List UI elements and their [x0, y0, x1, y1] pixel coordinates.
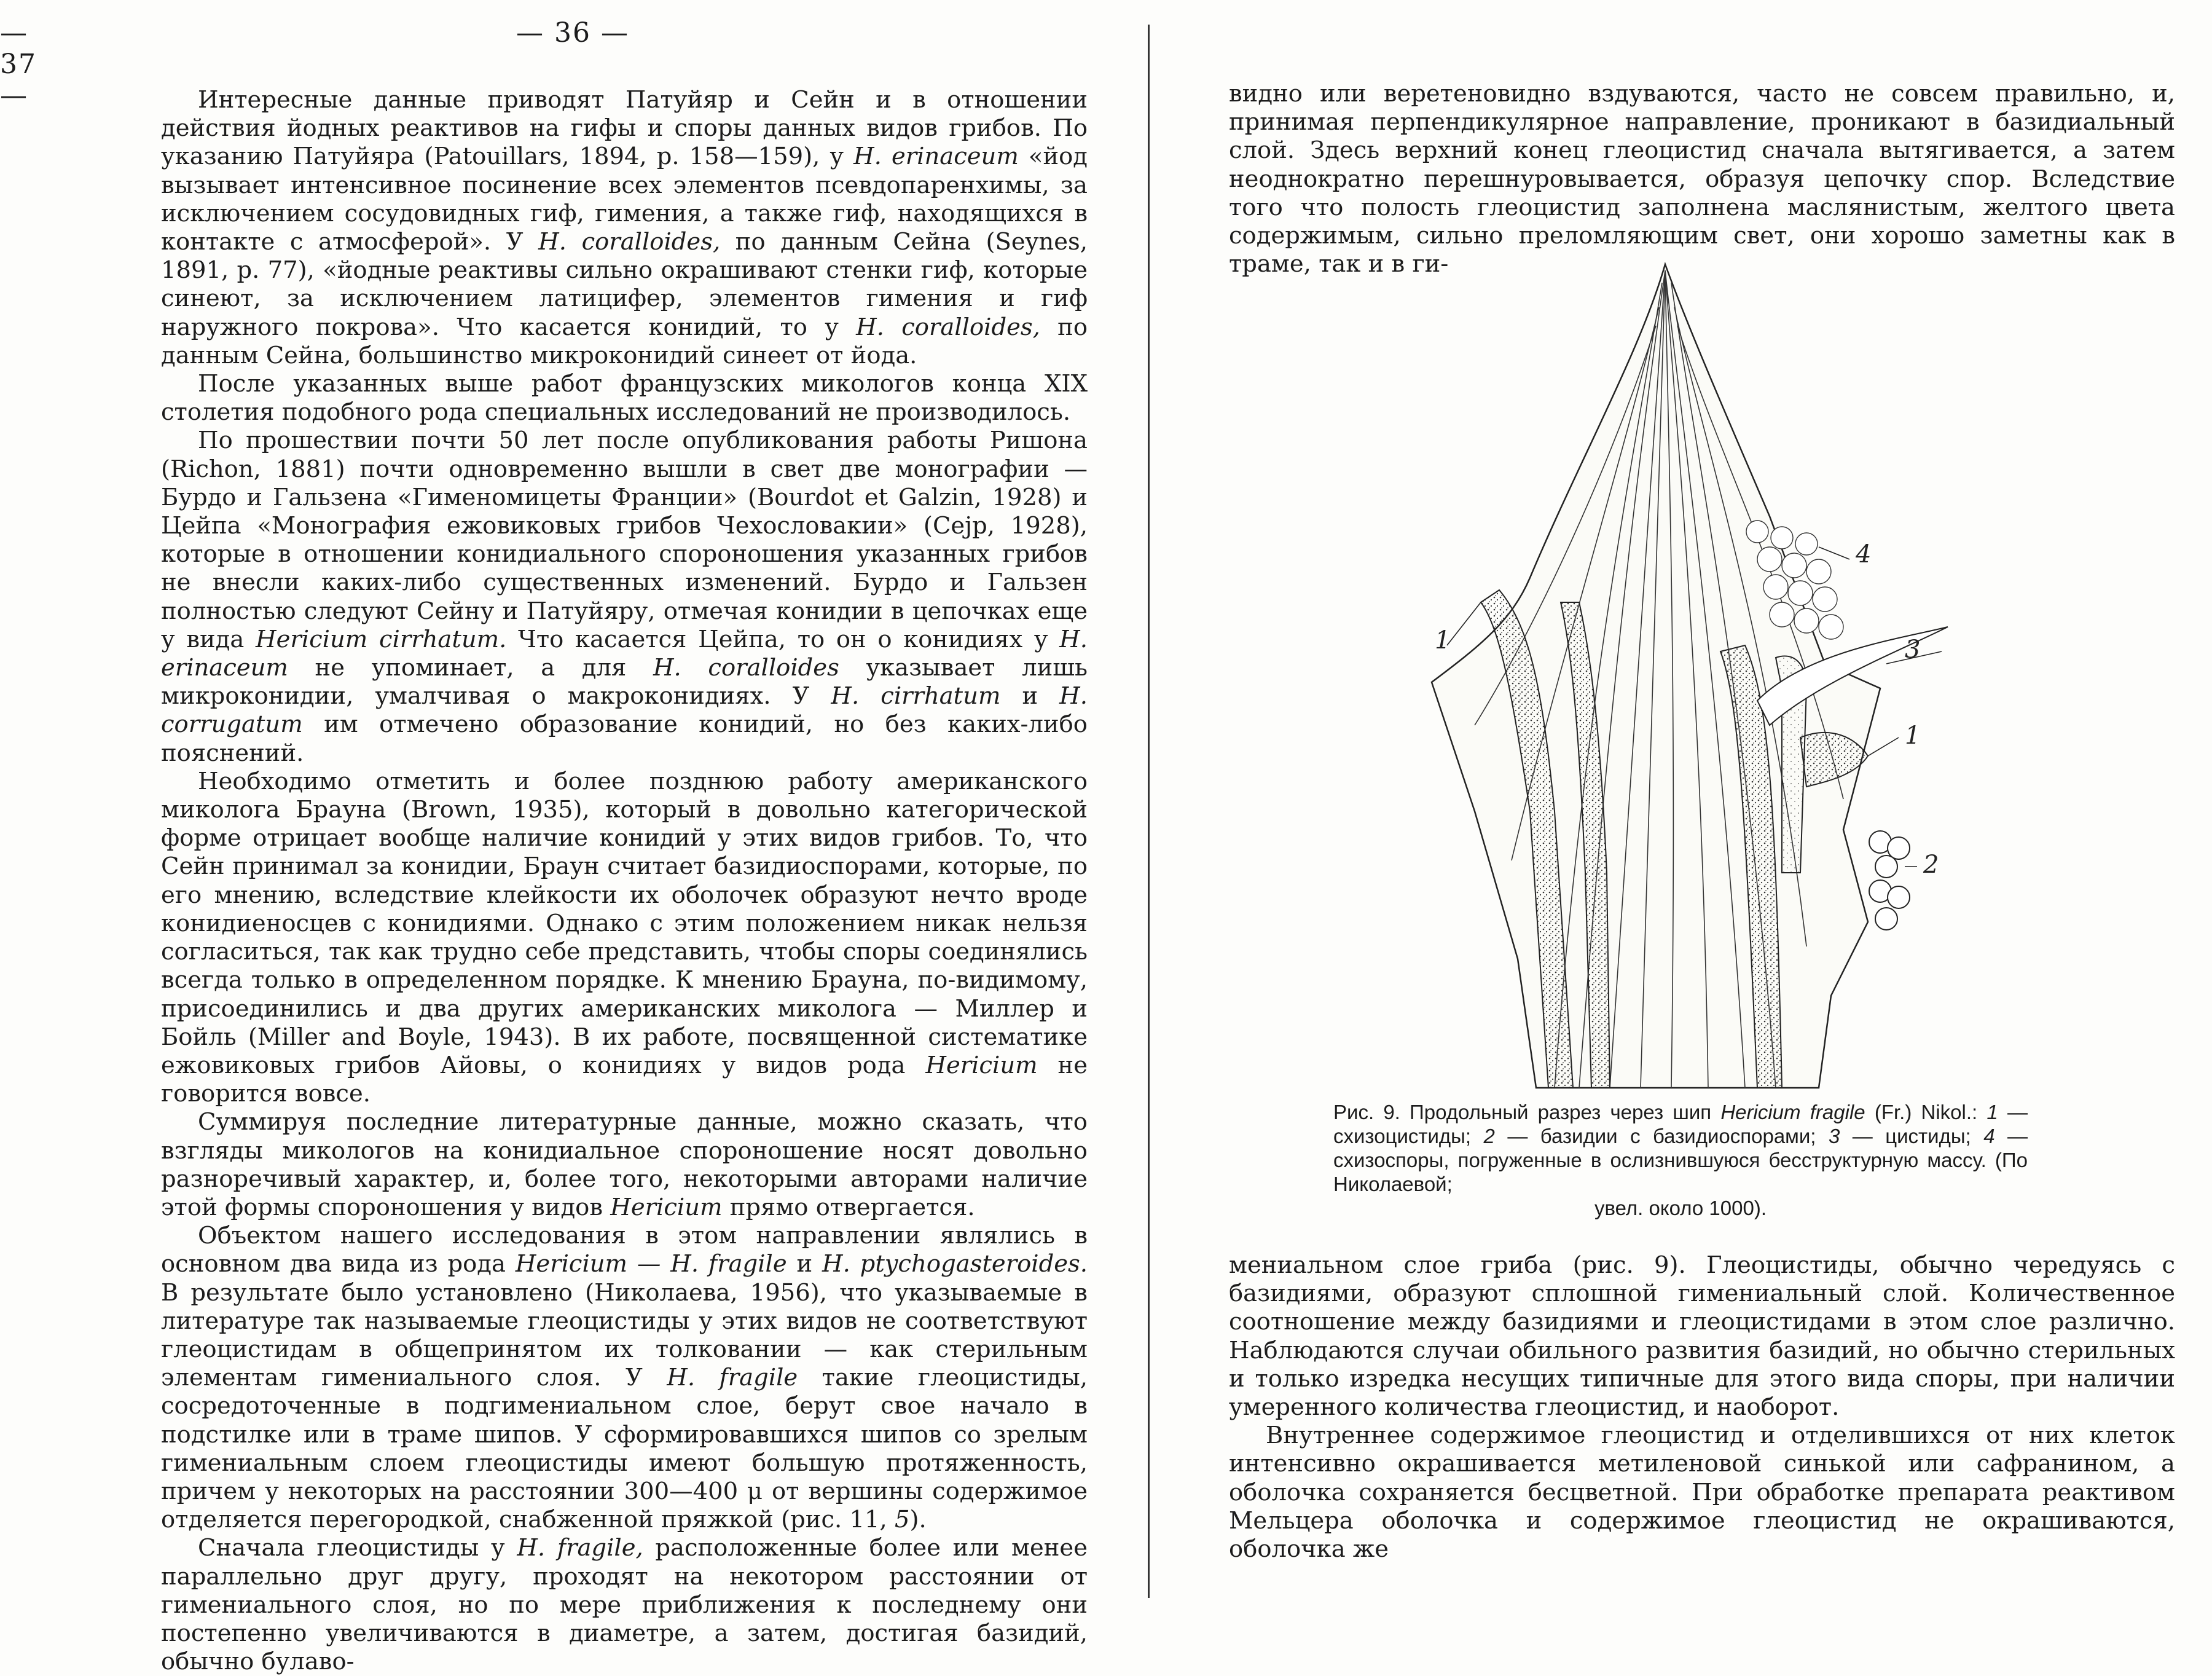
- text-run: Суммируя последние литературные данные, можно сказать, что взгляды микологов на конидиальное спороношение носят довольно разноречивый характер, и, более того, некоторыми авторами наличие этой формы спороношения у видов: [161, 1108, 1088, 1221]
- text-run: Сначала глеоцистиды у: [198, 1534, 517, 1562]
- basidiospores: [1869, 831, 1910, 930]
- paragraph-p3: [161, 427, 1088, 767]
- paragraph-r1: [1229, 80, 2175, 278]
- text-run: по данным Сейна, большинство микроконидий синеет от йода.: [161, 313, 1088, 369]
- text-run: Необходимо отметить и более позднюю работу американского миколога Брауна (Brown, 1935), который в довольно категорической форме отрицает вообще наличие конидий у этих видов грибов. То, что Сейн принимал за конидии, Браун считает базидиоспорами, которые, по его мнению, вследствие клейкости их оболочек образуют нечто вроде конидиеносцев с конидиями. Однако с этим положением никак нельзя согласиться, так как трудно себе представить, чтобы споры соединялись всегда только в определенном порядке. К мнению Брауна, по-видимому, присоединились и два других американских миколога — Миллер и Бойль (Miller and Boyle, 1943). В их работе, посвященной систематике ежовиковых грибов Айовы, о конидиях у видов рода: [161, 767, 1088, 1079]
- text-run: по данным Сейна (Seynes, 1891, p. 77), «йодные реактивы сильно окрашивают стенки гиф, которые синеют, за исключением латицифер, элементов гимения и гиф наружного покрова». Что касается конидий, то у: [161, 228, 1088, 341]
- italic-text: H. erinaceum: [161, 625, 1088, 682]
- text-run: Интересные данные приводят Патуйяр и Сейн и в отношении действия йодных реактивов на гифы и споры данных видов грибов. По указанию Патуйяра (Patouillars, 1894, p. 158—159), у: [161, 86, 1088, 171]
- text-run: прямо отвергается.: [722, 1193, 975, 1221]
- text-run: и: [786, 1250, 823, 1278]
- text-run: не упоминает, а для: [288, 654, 653, 682]
- page-number-36: — 36 —: [516, 17, 629, 49]
- text-run: Что касается Цейпа, то он о конидиях у: [506, 625, 1060, 653]
- italic-text: Hericium: [610, 1193, 723, 1221]
- text-run: и: [1000, 682, 1060, 710]
- italic-text: Hericium fragile: [1720, 1101, 1865, 1123]
- caption-last-line: увел. около 1000).: [1594, 1197, 1767, 1219]
- paragraph-r2: [1229, 1251, 2175, 1422]
- caption-text: [1333, 1101, 2028, 1195]
- italic-text: H. coralloides,: [856, 313, 1040, 341]
- figure-9-illustration: [1376, 258, 1954, 1094]
- italic-text: Hericium — H. fragile: [515, 1250, 787, 1278]
- text-run: — схизоцистиды;: [1333, 1101, 2028, 1147]
- text-run: расположенные более или менее параллельно друг другу, проходят на некотором расстоянии от гимениального слоя, но по мере приближения к последнему они постепенно увеличиваются в диаметре, а затем, достигая базидий, обычно булаво-: [161, 1534, 1088, 1676]
- right-page-body-bottom: [1229, 1251, 2175, 1564]
- right-page-body-top: [1229, 80, 2175, 278]
- figure-9-caption: [1333, 1100, 2028, 1220]
- italic-text: H. cirrhatum: [831, 682, 1001, 710]
- italic-text: 3: [1828, 1125, 1840, 1147]
- text-run: «йод вызывает интенсивное посинение всех элементов псевдопаренхимы, за исключением сосудовидных гиф, гимения, а также гиф, находящихся в контакте с атмосферой». У: [161, 143, 1088, 256]
- text-run: — схизоспоры, погруженные в ослизнившуюся бесструктурную массу. (По Николаевой;: [1333, 1125, 2028, 1195]
- paragraph-p2: [161, 370, 1088, 427]
- text-run: такие глеоцистиды, сосредоточенные в подгимениальном слое, берут свое начало в подстилке или в траме шипов. У сформировавшихся шипов со зрелым гимениальным слоем глеоцистиды имеют большую протяженность, причем у некоторых на расстоянии 300—400 μ от вершины содержимое отделяется перегородкой, снабженной пряжкой (рис. 11,: [161, 1364, 1088, 1534]
- paragraph-p6: [161, 1222, 1088, 1534]
- paragraph-p5: [161, 1108, 1088, 1222]
- text-run: Рис. 9. Продольный разрез через шип: [1333, 1101, 1721, 1123]
- paragraph-r3: [1229, 1422, 2175, 1564]
- text-run: По прошествии почти 50 лет после опубликования работы Ришона (Richon, 1881) почти одновременно вышли в свет две монографии — Бурдо и Гальзена «Гименомицеты Франции» (Bourdot et Galzin, 1928) и Цейпа «Монография ежовиковых грибов Чехословакии» (Cejp, 1928), которые в отношении конидиального спороношения указанных грибов не внесли каких-либо существенных изменений. Бурдо и Гальзен полностью следуют Сейну и Патуйяру, отмечая конидии в цепочках еще у вида: [161, 427, 1088, 653]
- paragraph-p7: [161, 1534, 1088, 1676]
- page-gutter: [1148, 25, 1150, 1598]
- text-run: не говорится вовсе.: [161, 1051, 1088, 1108]
- italic-text: H. erinaceum: [853, 143, 1019, 171]
- italic-text: H. coralloides: [653, 654, 839, 682]
- italic-text: H. fragile,: [517, 1534, 643, 1562]
- text-run: В результате было установлено (Николаева, 1956), что указываемые в литературе так называемые глеоцистиды у этих видов не соответствуют глеоцистидам в общепринятом их толковании — как стерильным элементам гимениального слоя. У: [161, 1278, 1088, 1392]
- italic-text: Hericium cirrhatum.: [256, 625, 507, 653]
- text-run: мениальном слое гриба (рис. 9). Глеоцистиды, обычно чередуясь с базидиями, образуют сплошной гимениальный слой. Количественное соотношение между базидиями и глеоцистидами в этом слое различно. Наблюдаются случаи обильного развития базидий, но обычно стерильных и только изредка несущих типичные для этого вида споры, при наличии умеренного количества глеоцистид, и наоборот.: [1229, 1251, 2175, 1422]
- italic-text: 2: [1483, 1125, 1495, 1147]
- italic-text: Hericium: [925, 1051, 1038, 1079]
- left-page-body: [161, 86, 1088, 1676]
- italic-text: H. ptychogasteroides.: [822, 1250, 1088, 1278]
- text-run: — базидии с базидиоспорами;: [1494, 1125, 1829, 1147]
- page-number-37: — 37 —: [0, 17, 37, 111]
- text-run: Объектом нашего исследования в этом направлении являлись в основном два вида из рода: [161, 1222, 1088, 1278]
- italic-text: 5: [894, 1506, 910, 1534]
- italic-text: 4: [1983, 1125, 1995, 1147]
- text-run: видно или веретеновидно вздуваются, часто не совсем правильно, и, принимая перпендикулярное направление, проникают в базидиальный слой. Здесь верхний конец глеоцистид сначала вытягивается, а затем неоднократно перешнуровывается, образуя цепочку спор. Вследствие того что полость глеоцистид заполнена маслянистым, желтого цвета содержимым, сильно преломляющим свет, они хорошо заметны как в траме, так и в ги-: [1229, 80, 2175, 278]
- text-run: Внутреннее содержимое глеоцистид и отделившихся от них клеток интенсивно окрашивается метиленовой синькой или сафранином, а оболочка сохраняется бесцветной. При обработке препарата реактивом Мельцера оболочка и содержимое глеоцистид не окрашиваются, оболочка же: [1229, 1422, 2175, 1564]
- text-run: После указанных выше работ французских микологов конца XIX столетия подобного рода специальных исследований не производилось.: [161, 370, 1088, 427]
- figure-label-3: 3: [1905, 635, 1921, 664]
- text-run: ).: [909, 1506, 927, 1534]
- figure-label-1-bottom: 1: [1905, 722, 1921, 750]
- figure-label-1-top: 1: [1435, 626, 1451, 655]
- paragraph-p1: [161, 86, 1088, 370]
- italic-text: H. coralloides,: [538, 228, 721, 256]
- text-run: указывает лишь микроконидии, умалчивая о макроконидиях. У: [161, 654, 1088, 710]
- italic-text: H. corrugatum: [161, 682, 1088, 739]
- paragraph-p4: [161, 768, 1088, 1108]
- text-run: — цистиды;: [1840, 1125, 1984, 1147]
- figure-label-2: 2: [1923, 851, 1939, 879]
- italic-text: H. fragile: [667, 1364, 798, 1392]
- text-run: (Fr.) Nikol.:: [1865, 1101, 1987, 1123]
- text-run: им отмечено образование конидий, но без каких-либо пояснений.: [161, 710, 1088, 767]
- italic-text: 1: [1986, 1101, 1998, 1123]
- figure-label-4: 4: [1856, 540, 1872, 569]
